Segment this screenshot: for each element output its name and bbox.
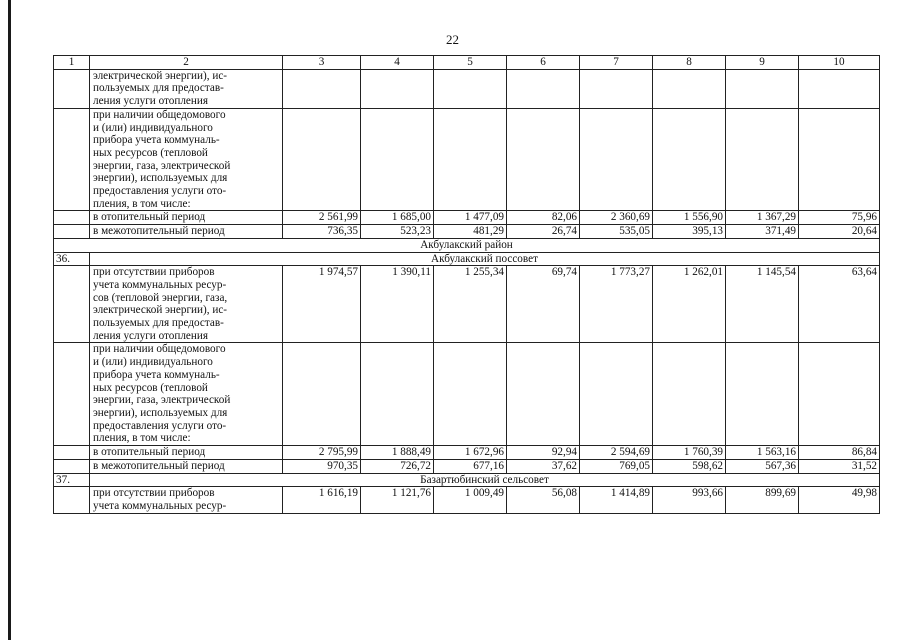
value-cell: 2 360,69	[580, 211, 653, 225]
value-cell: 1 974,57	[283, 266, 361, 343]
value-cell	[434, 69, 507, 108]
section-heading: Акбулакский поссовет	[90, 252, 880, 266]
header-row	[54, 56, 880, 70]
value-cell	[434, 108, 507, 211]
value-cell: 92,94	[507, 446, 580, 460]
value-cell	[799, 108, 880, 211]
column-header: 3	[283, 56, 361, 70]
value-cell	[283, 343, 361, 446]
row-number-cell	[54, 211, 90, 225]
value-cell	[361, 343, 434, 446]
value-cell: 1 414,89	[580, 487, 653, 513]
value-cell: 2 561,99	[283, 211, 361, 225]
value-cell: 82,06	[507, 211, 580, 225]
value-cell	[580, 69, 653, 108]
column-header: 5	[434, 56, 507, 70]
value-cell: 726,72	[361, 459, 434, 473]
table-row	[54, 343, 880, 446]
value-cell: 736,35	[283, 225, 361, 239]
table-row	[54, 487, 880, 513]
row-number-cell	[54, 69, 90, 108]
value-cell	[507, 343, 580, 446]
value-cell	[507, 69, 580, 108]
row-number-cell	[54, 225, 90, 239]
row-number-cell	[54, 459, 90, 473]
value-cell: 1 760,39	[653, 446, 726, 460]
row-number-cell	[54, 343, 90, 446]
value-cell	[507, 108, 580, 211]
row-description: электрической энергии), ис- пользуемых для предостав- ления услуги отопления	[90, 69, 283, 108]
value-cell: 535,05	[580, 225, 653, 239]
section-number: 36.	[54, 252, 90, 266]
value-cell	[799, 343, 880, 446]
value-cell: 567,36	[726, 459, 799, 473]
row-description: при наличии общедомового и (или) индивидуального прибора учета коммуналь- ных ресурсов (тепловой энергии, газа, электрической энергии), используемых для предоставления услуги ото- пления, в том числе:	[90, 343, 283, 446]
value-cell: 1 255,34	[434, 266, 507, 343]
table-row	[54, 225, 880, 239]
value-cell: 2 795,99	[283, 446, 361, 460]
column-header: 7	[580, 56, 653, 70]
value-cell: 1 262,01	[653, 266, 726, 343]
value-cell	[726, 108, 799, 211]
value-cell	[726, 69, 799, 108]
value-cell: 1 121,76	[361, 487, 434, 513]
value-cell: 69,74	[507, 266, 580, 343]
value-cell: 598,62	[653, 459, 726, 473]
value-cell	[799, 69, 880, 108]
value-cell	[653, 69, 726, 108]
column-header: 6	[507, 56, 580, 70]
value-cell: 1 009,49	[434, 487, 507, 513]
value-cell	[361, 108, 434, 211]
column-header: 1	[54, 56, 90, 70]
value-cell	[653, 343, 726, 446]
value-cell: 26,74	[507, 225, 580, 239]
value-cell: 1 367,29	[726, 211, 799, 225]
value-cell: 1 556,90	[653, 211, 726, 225]
value-cell: 769,05	[580, 459, 653, 473]
table-row	[54, 238, 880, 252]
value-cell: 395,13	[653, 225, 726, 239]
value-cell: 899,69	[726, 487, 799, 513]
value-cell: 523,23	[361, 225, 434, 239]
value-cell: 1 563,16	[726, 446, 799, 460]
value-cell: 1 888,49	[361, 446, 434, 460]
value-cell: 31,52	[799, 459, 880, 473]
row-description: при отсутствии приборов учета коммунальных ресур- сов (тепловой энергии, газа, электрической энергии), ис- пользуемых для предостав- ления услуги отопления	[90, 266, 283, 343]
value-cell: 75,96	[799, 211, 880, 225]
row-number-cell	[54, 487, 90, 513]
row-number-cell	[54, 108, 90, 211]
row-description: в межотопительный период	[90, 225, 283, 239]
column-header: 2	[90, 56, 283, 70]
value-cell: 1 616,19	[283, 487, 361, 513]
value-cell	[580, 108, 653, 211]
value-cell: 20,64	[799, 225, 880, 239]
value-cell: 56,08	[507, 487, 580, 513]
value-cell	[726, 343, 799, 446]
page-number: 22	[446, 32, 459, 47]
value-cell: 371,49	[726, 225, 799, 239]
value-cell: 86,84	[799, 446, 880, 460]
value-cell	[434, 343, 507, 446]
row-description: в межотопительный период	[90, 459, 283, 473]
row-description: в отопительный период	[90, 211, 283, 225]
value-cell: 37,62	[507, 459, 580, 473]
table-row	[54, 69, 880, 108]
section-number: 37.	[54, 473, 90, 487]
table-row	[54, 446, 880, 460]
value-cell	[283, 69, 361, 108]
row-description: при наличии общедомового и (или) индивидуального прибора учета коммуналь- ных ресурсов (тепловой энергии, газа, электрической энергии), используемых для предоставления услуги ото- пления, в том числе:	[90, 108, 283, 211]
value-cell: 1 672,96	[434, 446, 507, 460]
table-row	[54, 473, 880, 487]
table-row	[54, 252, 880, 266]
table-row	[54, 459, 880, 473]
column-header: 4	[361, 56, 434, 70]
value-cell	[580, 343, 653, 446]
value-cell	[361, 69, 434, 108]
value-cell	[283, 108, 361, 211]
column-header: 10	[799, 56, 880, 70]
row-number-cell	[54, 446, 90, 460]
row-number-cell	[54, 266, 90, 343]
column-header: 9	[726, 56, 799, 70]
row-description: при отсутствии приборов учета коммунальных ресур-	[90, 487, 283, 513]
value-cell: 993,66	[653, 487, 726, 513]
value-cell: 63,64	[799, 266, 880, 343]
value-cell: 1 477,09	[434, 211, 507, 225]
page-edge-bar	[8, 0, 11, 640]
value-cell: 970,35	[283, 459, 361, 473]
column-header: 8	[653, 56, 726, 70]
table-row	[54, 211, 880, 225]
table-row	[54, 266, 880, 343]
value-cell: 1 773,27	[580, 266, 653, 343]
value-cell: 1 685,00	[361, 211, 434, 225]
district-heading: Акбулакский район	[54, 238, 880, 252]
value-cell: 49,98	[799, 487, 880, 513]
tariff-table	[53, 55, 880, 514]
value-cell	[653, 108, 726, 211]
value-cell: 1 145,54	[726, 266, 799, 343]
table-row	[54, 108, 880, 211]
section-heading: Базартюбинский сельсовет	[90, 473, 880, 487]
value-cell: 1 390,11	[361, 266, 434, 343]
value-cell: 481,29	[434, 225, 507, 239]
value-cell: 677,16	[434, 459, 507, 473]
row-description: в отопительный период	[90, 446, 283, 460]
value-cell: 2 594,69	[580, 446, 653, 460]
